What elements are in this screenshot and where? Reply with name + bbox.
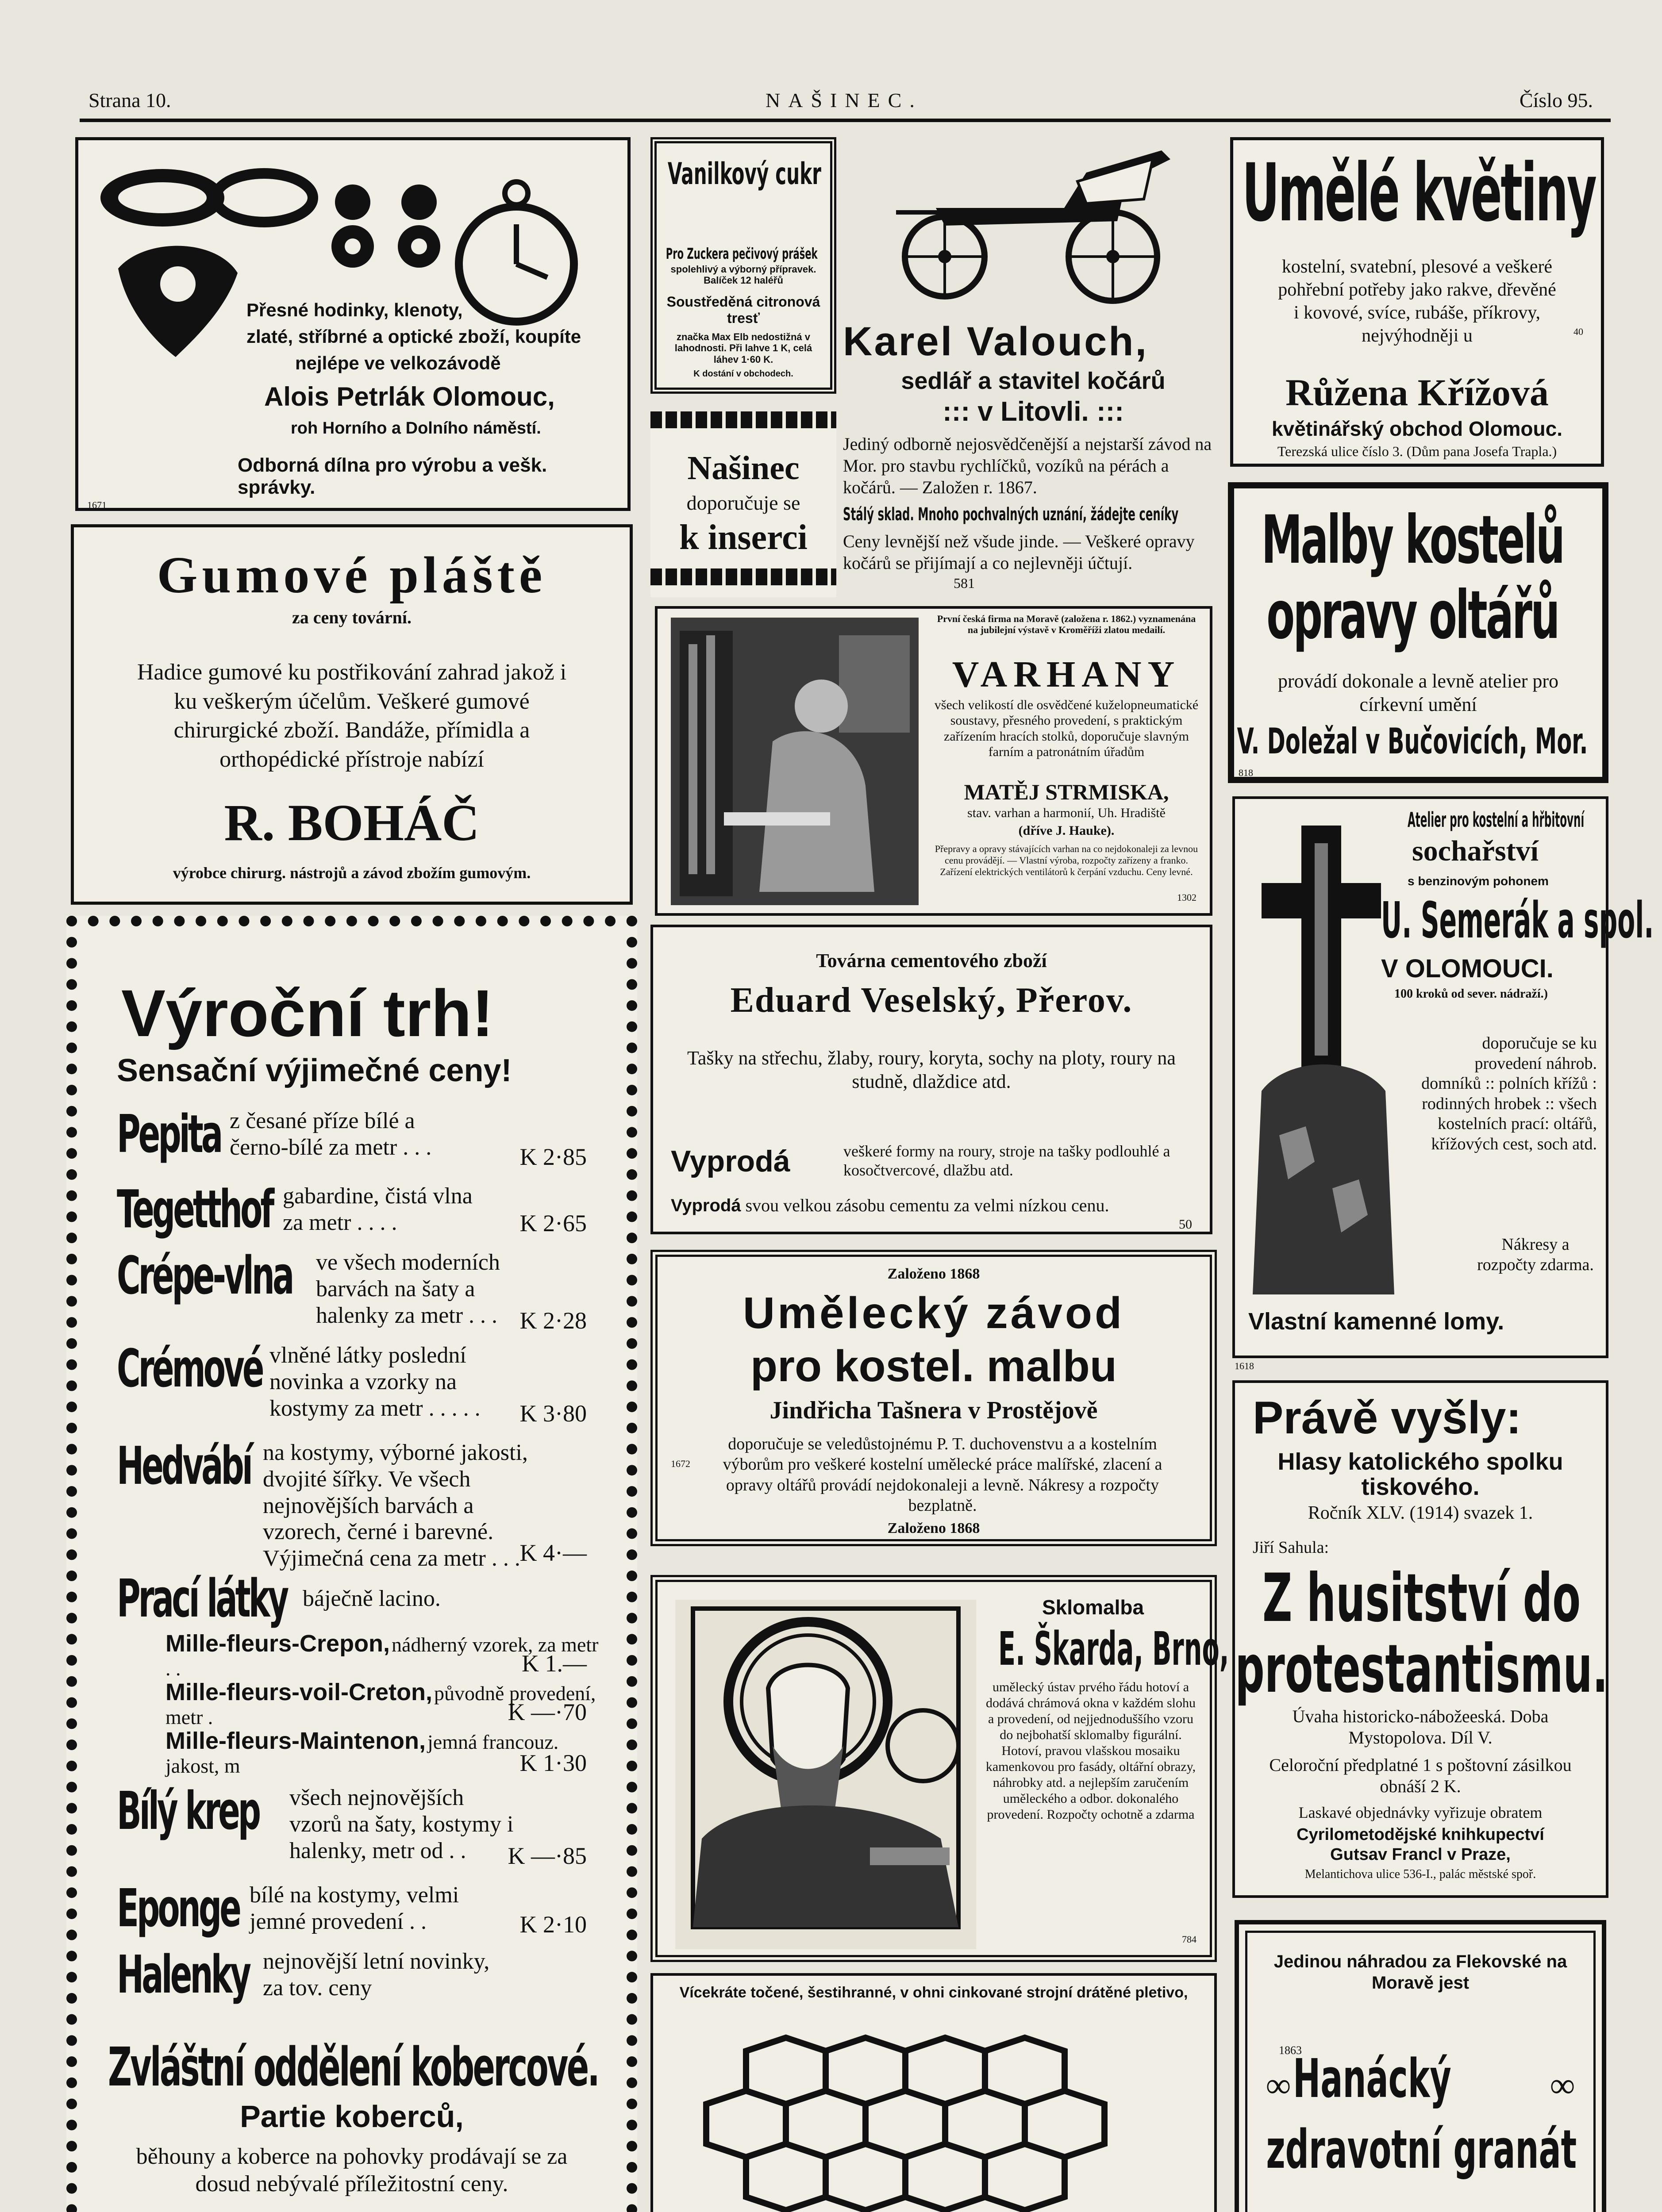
product-row [117, 1944, 604, 2015]
varhany-top: První česká firma na Moravě (založena r. 1862.) vyznamenána na jubilejní výstavě v Kroměříži zlatou medailí. [937, 613, 1196, 636]
ad-veselsky [650, 925, 1212, 1234]
kvetiny-body: kostelní, svatební, plesové a veškeré pohřební potřeby jako rakve, dřevěné i kovové, svíce, rubáše, příkrovy, nejvýhodněji u [1278, 257, 1556, 346]
product-description: jemná francouz. jakost, m [165, 1731, 559, 1777]
ad-varhany [655, 606, 1212, 916]
petrlak-workshop: Odborná dílna pro výrobu a vešk. správky. [238, 454, 547, 498]
vanilka-footer: K dostání v obchodech. [693, 369, 793, 379]
product-price: K 3·80 [519, 1400, 587, 1427]
carriage-illustration [878, 133, 1188, 310]
page-number: Strana 10. [88, 89, 171, 111]
ornament-icon: ∞ [1266, 2066, 1291, 2105]
vanilka-title: Vanilkový cukr [667, 157, 821, 192]
product-name: Crémové [117, 1338, 262, 1399]
veselsky-top: Továrna cementového zboží [816, 950, 1047, 972]
product-row [117, 1245, 604, 1342]
ornament-icon: ∞ [1550, 2066, 1575, 2105]
vanilka-title3: Soustředěná citronová tresť [666, 294, 820, 326]
product-price: K —·85 [508, 1843, 587, 1869]
decorative-border-bottom [650, 568, 836, 585]
product-price: K 2·65 [519, 1210, 587, 1237]
skarda-title: Sklomalba [1042, 1596, 1144, 1619]
kvetiny-name: Růžena Křížová [1285, 371, 1549, 414]
sochar-budget: Nákresy a rozpočty zdarma. [1477, 1235, 1594, 1274]
prave-book1: Z husitství do [1262, 1560, 1581, 1637]
product-description: na kostymy, výborné jakosti, dvojité šířky. Ve všech nejnovějších barvách a vzorech, černé i barevné. Výjimečná cena za metr . . . [263, 1440, 528, 1571]
sochar-name: U. Semerák a spol. [1381, 892, 1654, 949]
malby-body: provádí dokonale a levně atelier pro církevní umění [1277, 670, 1559, 715]
product-name: Bílý krep [117, 1780, 259, 1841]
grave-cross-illustration [1244, 826, 1403, 1294]
product-description: ve všech moderních barvách na šaty a halenky za metr . . . [316, 1250, 500, 1328]
varhany-formerly: (dříve J. Hauke). [1018, 823, 1115, 838]
ad-number: 1618 [1235, 1360, 1254, 1371]
veselsky-sell2-text: svou velkou zásobu cementu za velmi nízkou cenu. [745, 1195, 1109, 1215]
ad-bohac [71, 524, 633, 905]
granat-title1 [1239, 2048, 1602, 2110]
prave-book2: protestantismu. [1235, 1631, 1608, 1708]
ad-richter-hill [66, 916, 637, 2212]
ad-prave-vysly [1232, 1380, 1608, 1898]
ad-granat [1235, 1920, 1606, 2212]
product-name: Hedvábí [117, 1435, 251, 1496]
product-row [117, 1568, 604, 1630]
tasner-body: doporučuje se veledůstojnému P. T. duchovenstvu a a kostelním výborům pro veškeré kostelní umělecké práce malířské, zlacení a opravy oltářů provádí nejdokonaleji a levně. Nákresy a rozpočty bezplatně. [723, 1435, 1162, 1515]
kvetiny-title: Umělé květiny [1242, 147, 1596, 239]
malby-title1: Malby kostelů [1261, 502, 1564, 579]
ad-kvetiny [1230, 137, 1604, 467]
ad-number: 1672 [671, 1458, 690, 1469]
sochar-body: doporučuje se ku provedení náhrob. domníků :: polních křížů : rodinných hrobek :: všech kostelních prací: oltářů, křížových cest, soch atd. [1421, 1034, 1597, 1153]
richter-subtitle: Sensační výjimečné ceny! [117, 1053, 512, 1088]
veselsky-sell-label: Vyprodá [671, 1144, 790, 1178]
prave-shop2: Gutsav Francl v Praze, [1330, 1845, 1511, 1864]
sochar-town: V OLOMOUCI. [1381, 954, 1554, 983]
prave-volume: Ročník XLV. (1914) svazek 1. [1308, 1503, 1533, 1523]
bohac-title: Gumové pláště [157, 546, 547, 604]
product-name: Eponge [117, 1878, 239, 1939]
prave-author: Jiří Sahula: [1253, 1538, 1329, 1557]
product-price: K 2·28 [519, 1307, 587, 1334]
veselsky-sell-text: veškeré formy na roury, stroje na tašky podlouhlé a kosočtvercové, dlažbu atd. [843, 1142, 1170, 1179]
tasner-est-top: Založeno 1868 [887, 1266, 980, 1282]
vanilka-body3: značka Max Elb nedostižná v lahodnosti. Při lahve 1 K, celá láhev 1·60 K. [674, 331, 812, 365]
petrlak-name: Alois Petrlák Olomouc, [264, 382, 555, 411]
nasinec-title: k inserci [679, 518, 808, 557]
sochar-line3: s benzinovým pohonem [1408, 874, 1549, 888]
newspaper-title: NAŠINEC. [766, 89, 923, 111]
product-row [117, 1103, 604, 1183]
bohac-body: Hadice gumové ku postřikování zahrad jakož i ku veškerým účelům. Veškeré gumové chirurgické zboží. Bandáže, přímidla a orthopédické přístroje nabízí [137, 660, 567, 772]
decorative-border-top [650, 411, 836, 428]
malby-title2: opravy oltářů [1266, 577, 1558, 654]
valouch-town: ::: v Litovli. ::: [943, 396, 1124, 427]
ad-skarda [650, 1575, 1229, 1962]
varhany-sub: stav. varhan a harmonií, Uh. Hradiště [967, 806, 1166, 820]
sochar-address: 100 kroků od sever. nádraží.) [1394, 987, 1548, 1001]
prave-title: Právě vyšly: [1253, 1392, 1522, 1444]
product-name: Pepita [117, 1103, 221, 1164]
product-name: Mille-fleurs-Crepon, [165, 1630, 390, 1657]
product-row [117, 1179, 604, 1249]
prave-order: Laskavé objednávky vyřizuje obratem [1298, 1804, 1543, 1821]
ad-petrlak [75, 137, 631, 511]
prave-price: Celoroční předplatné 1 s poštovní zásilkou obnáší 2 K. [1269, 1755, 1572, 1796]
tasner-title2: pro kostel. malbu [750, 1341, 1117, 1391]
carpets-body: běhouny a koberce na pohovky prodávají se za dosud nebývalé příležitostní ceny. [136, 2144, 568, 2197]
petrlak-line2: zlaté, stříbrné a optické zboží, koupíte [246, 326, 581, 347]
ad-number: 784 [1182, 1934, 1196, 1945]
valouch-town-text: v Litovli. [977, 396, 1089, 427]
ad-tasner [650, 1250, 1217, 1546]
ad-sochar [1232, 796, 1654, 1358]
product-price: K 2·85 [519, 1144, 587, 1170]
product-price: K 2·10 [519, 1911, 587, 1938]
saint-mosaic-illustration [675, 1600, 976, 1949]
valouch-sub: sedlář a stavitel kočárů [901, 368, 1166, 394]
richter-title: Výroční trh! [121, 976, 494, 1050]
product-row [117, 1878, 604, 1948]
nasinec-text: doporučuje se [686, 492, 800, 514]
tasner-est-bottom: Založeno 1868 [887, 1520, 980, 1536]
prave-body: Úvaha historicko-nábožeeská. Doba Mystopolova. Díl V. [1292, 1706, 1549, 1747]
varhany-body: všech velikostí dle osvědčené kuželopneumatické soustavy, přesného provedení, s praktickým zařízením hracích stolků, doporučuje slavným farním a patronátním úřadům [934, 698, 1199, 760]
page-header [88, 84, 1593, 119]
product-description: všech nejnovějších vzorů na šaty, kostymy i halenky, metr od . . [289, 1785, 514, 1863]
veselsky-sell2-label: Vyprodá [671, 1196, 741, 1215]
sochar-line1: Atelier pro kostelní a hřbitovní [1408, 808, 1585, 832]
product-price: K 1·30 [519, 1750, 587, 1776]
skarda-body: umělecký ústav prvého řádu hotoví a dodává chrámová okna v každém slohu a provedení, od nejjednoduššího vzoru do nejbohatší sklomalby figurální. Hotoví, pravou vlašskou mosaiku kamenkovou pro fasády, oltářní obrazy, náhrobky atd. a nejlepším zaručením uměleckého a odbor. dokonalého provedení. Rozpočty ochotně a zdarma [985, 1680, 1196, 1822]
product-description: bílé na kostymy, velmi jemné provedení . . [250, 1882, 459, 1934]
product-description: báječně lacino. [303, 1586, 441, 1611]
nasinec-name: Našinec [687, 449, 800, 487]
product-row [117, 1727, 604, 1785]
tasner-name: Jindřicha Tašnera v Prostějově [769, 1397, 1098, 1424]
vanilka-title2: Pro Zuckera pečivový prášek [666, 245, 818, 263]
kvetiny-address: Terezská ulice číslo 3. (Dům pana Josefa Trapla.) [1277, 443, 1557, 459]
bohac-subtitle: za ceny tovární. [292, 607, 412, 627]
varhany-name: MATĚJ STRMISKA, [964, 780, 1169, 804]
product-row [117, 1435, 604, 1572]
ad-number: 818 [1239, 767, 1253, 778]
product-description: nádherný vzorek, za metr . . [165, 1633, 599, 1680]
ad-nasinec [650, 411, 836, 597]
granat-year: 1863 [1279, 2044, 1302, 2057]
pletivo-title: Vícekráte točené, šestihranné, v ohni cinkované strojní drátěné pletivo, [679, 1984, 1188, 2001]
valouch-body2: Ceny levnější než všude jinde. — Veškeré opravy kočárů se přijímají a co nejlevněji účtují. [843, 531, 1195, 573]
product-name: Crépe-vlna [117, 1245, 292, 1306]
petrlak-address: roh Horního a Dolního náměstí. [291, 419, 541, 438]
varhany-title: VARHANY [952, 654, 1181, 695]
petrlak-line3: nejlépe ve velkozávodě [295, 353, 501, 373]
bohac-footer: výrobce chirurg. nástrojů a závod zbožím gumovým. [173, 864, 531, 882]
ad-number: 40 [1574, 326, 1583, 337]
wire-mesh-illustration [697, 2033, 1175, 2210]
veselsky-name: Eduard Veselský, Přerov. [730, 981, 1133, 1020]
skarda-name: E. Škarda, Brno, [998, 1622, 1229, 1676]
product-name: Mille-fleurs-Maintenon, [165, 1728, 426, 1754]
malby-name: V. Doležal v Bučovicích, Mor. [1237, 721, 1588, 762]
tasner-title1: Umělecký závod [743, 1288, 1125, 1338]
earring-icon [335, 184, 370, 220]
product-price: K 1.— [522, 1650, 587, 1677]
product-price: K 4·— [519, 1540, 587, 1566]
ad-malby [1228, 482, 1608, 783]
ad-number: 1302 [1177, 892, 1196, 903]
product-name: Tegetthof [117, 1179, 273, 1240]
veselsky-body: Tašky na střechu, žlaby, roury, koryta, sochy na ploty, roury na studně, dlaždice atd. [687, 1047, 1176, 1092]
varhany-body2: Přepravy a opravy stávajících varhan na co nejdokonaleji za levnou cenu provádějí. — Vlastní výroba, rozpočty zařízeny a franko. Zařízení elektrických ventilátorů k čerpání vzduchu. Ceny levné. [935, 843, 1198, 877]
earring-icon [401, 184, 437, 220]
prave-address: Melantichova ulice 536-I., palác městské spoř. [1304, 1867, 1536, 1881]
ad-number: 1671 [87, 499, 107, 511]
prave-subtitle: Hlasy katolického spolku tiskového. [1277, 1448, 1563, 1500]
ad-vanilka [650, 137, 836, 394]
product-description: původně provedení, metr . [165, 1682, 596, 1728]
product-description: gabardine, čistá vlna za metr . . . . [283, 1183, 473, 1235]
product-description: vlněné látky poslední novinka a vzorky na kostymy za metr . . . . . [269, 1343, 481, 1421]
kvetiny-shop: květinářský obchod Olomouc. [1272, 417, 1562, 440]
product-name: Prací látky [117, 1568, 287, 1629]
vanilka-body2: spolehlivý a výborný přípravek. Balíček 12 haléřů [670, 264, 816, 286]
ad-pletivo [650, 1973, 1217, 2212]
veselsky-sell2 [671, 1195, 1109, 1216]
carpets-title: Zvláštní oddělení kobercové. [108, 2037, 599, 2098]
product-row [117, 1338, 604, 1440]
product-description: z česané příze bílé a černo-bílé za metr . . . [230, 1108, 432, 1160]
carpets-subtitle: Partie koberců, [240, 2099, 464, 2134]
ad-number: 581 [954, 575, 975, 591]
sochar-footer: Vlastní kamenné lomy. [1248, 1308, 1504, 1335]
issue-number: Číslo 95. [1519, 89, 1593, 111]
product-row [117, 1678, 604, 1727]
ad-number: 50 [1179, 1217, 1192, 1232]
product-row [117, 1780, 604, 1882]
product-row [117, 1630, 604, 1678]
petrlak-line1: Přesné hodinky, klenoty, [246, 300, 463, 320]
valouch-body: Jediný odborně nejosvědčenější a nejstarší závod na Mor. pro stavbu rychlíčků, vozíků na pérách a kočárů. — Založen r. 1867. [843, 434, 1212, 497]
product-name: Halenky [117, 1944, 250, 2005]
granat-top: Jedinou náhradou za Flekovské na Moravě jest [1273, 1952, 1567, 1993]
sochar-line2: sochařství [1412, 835, 1539, 867]
product-list [117, 1103, 604, 2015]
valouch-stock: Stálý sklad. Mnoho pochvalných uznání, žádejte ceníky [843, 504, 1179, 525]
product-price: K —·70 [508, 1699, 587, 1725]
granat-title2: zdravotní granát [1266, 2119, 1577, 2181]
header-rule [80, 119, 1611, 122]
organist-illustration [671, 618, 919, 905]
product-name: Mille-fleurs-voil-Creton, [165, 1679, 433, 1705]
ring-icon [215, 173, 313, 222]
valouch-name: Karel Valouch, [843, 319, 1149, 364]
prave-shop: Cyrilometodějské knihkupectví [1297, 1825, 1544, 1844]
product-description: nejnovější letní novinky, za tov. ceny [263, 1949, 490, 2001]
granat-title1-text: Hanácký [1293, 2048, 1451, 2110]
ad-valouch [843, 133, 1223, 597]
bohac-name: R. BOHÁČ [224, 794, 480, 852]
